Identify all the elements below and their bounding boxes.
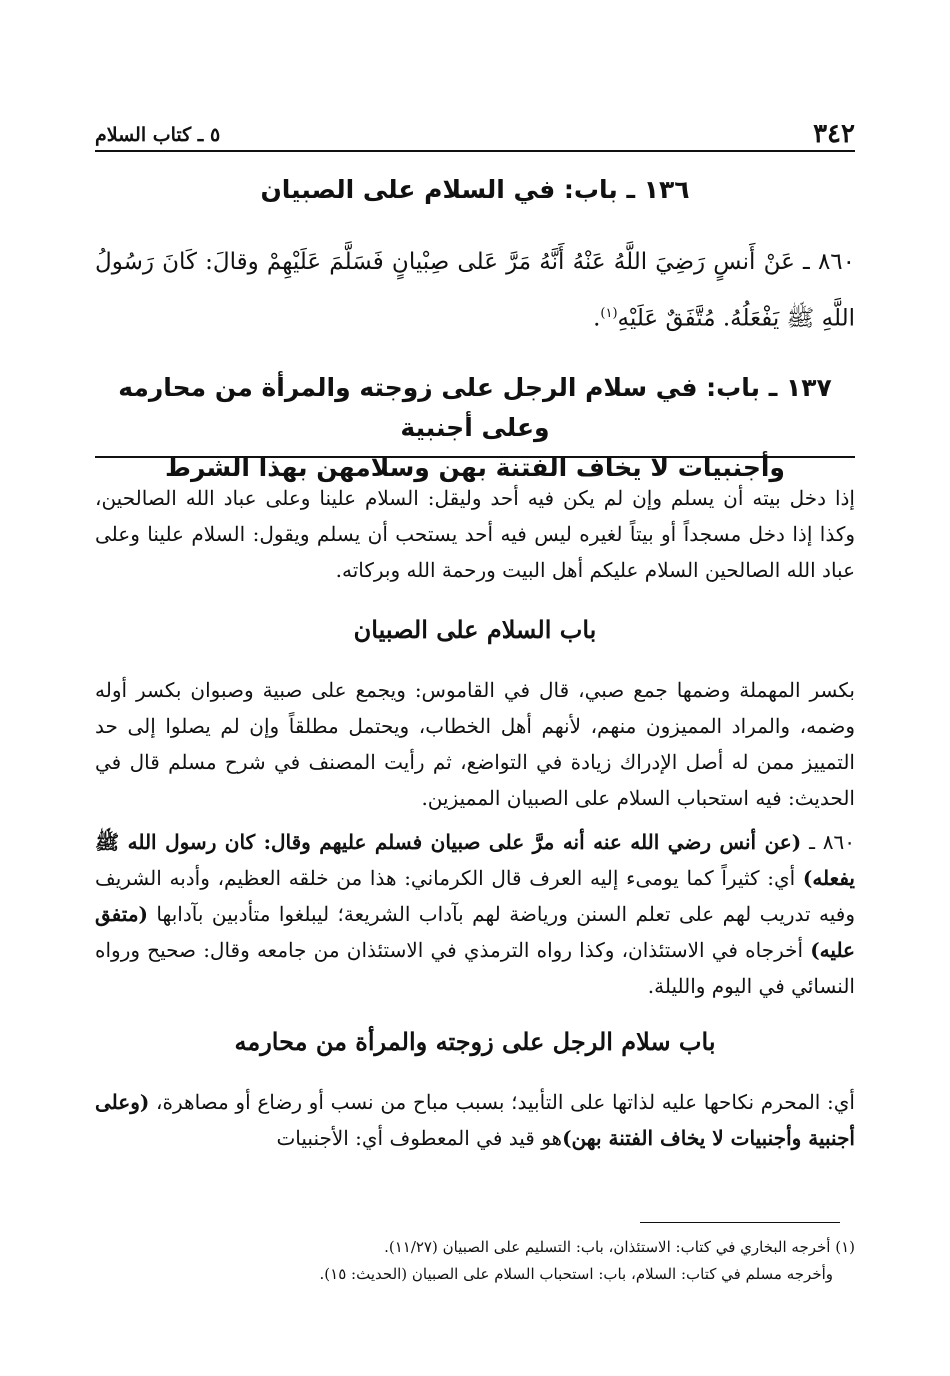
chapter-137-title-line2: وأجنبيات لا يخاف الفتنة بهن وسلامهن بهذا الشرط [165,453,785,482]
commentary [95,480,855,1156]
quote-foreign-women: (وعلى أجنبية وأجنبيات لا يخاف الفتنة بهن) [95,1090,855,1150]
commentary-intro: إذا دخل بيته أن يسلم وإن لم يكن فيه أحد وليقل: السلام علينا وعلى عباد الله الصالحين، وكذا إذا دخل مسجداً أو بيتاً لغيره ليس فيه أحد يستحب أن يسلم ويقول: السلام علينا وعلى عباد الله الصالحين السلام عليكم أهل البيت ورحمة الله وبركاته. [95,486,855,582]
chapter-137-heading [95,368,855,488]
page-header [95,112,855,152]
footnotes [95,1234,855,1288]
running-title: ٥ ـ كتاب السلام [95,124,221,146]
para-hadith-sources: أخرجاه في الاستئذان، وكذا رواه الترمذي في الاستئذان من جامعه وقال: صحيح ورواه النسائي في اليوم والليلة. [95,938,855,998]
chapter-136-heading [95,170,855,210]
muttafaq-alayh: (متفق عليه) [95,902,855,962]
commentary-para-boys: بكسر المهملة وضمها جمع صبي، قال في القاموس: ويجمع على صبية وصبوان بكسر أوله وضمه، والمراد المميزون منهم، لأنهم أهل الخطاب، ويحتمل مطلقاً وإن لم يصلوا إلى حد التمييز ممن له أصل الإدراك زيادة في التواضع، ثم رأيت المصنف في شرح مسلم قال في الحديث: فيه استحباب السلام على الصبيان المميزين. [95,678,855,810]
para-hadith-explanation: أي: كثيراً كما يومىء إليه العرف قال الكرماني: هذا من خلقه العظيم، وأدبه الشريف وفيه تدريب لهم على تعلم السنن ورياضة لهم بآداب الشريعة؛ ليبلغوا متأدبين بآدابها [95,866,855,926]
para-wife-text: أي: المحرم نكاحها عليه لذاتها على التأبيد؛ بسبب مباح من نسب أو رضاع أو مصاهرة، [149,1090,855,1114]
chapter-136-title: ١٣٦ ـ باب: في السلام على الصبيان [260,175,690,204]
main-divider [95,456,855,458]
hadith-860 [95,236,855,345]
chapter-137-title-line1: ١٣٧ ـ باب: في سلام الرجل على زوجته والمرأة من محارمه وعلى أجنبية [118,373,832,442]
footnote-rule [640,1222,840,1223]
footnote-1-line2: وأخرجه مسلم في كتاب: السلام، باب: استحباب السلام على الصبيان (الحديث: ١٥). [319,1265,833,1283]
hadith-860-end: . [593,305,601,332]
commentary-heading-wife: باب سلام الرجل على زوجته والمرأة من محارمه [234,1027,716,1056]
hadith-860-text [95,236,855,345]
para-wife-continuation: هو قيد في المعطوف أي: الأجنبيات [276,1126,563,1150]
commentary-para-hadith-860 [95,824,855,1004]
page-number: ٣٤٢ [813,119,855,149]
commentary-para-wife [95,1084,855,1156]
hadith-860-body: ٨٦٠ ـ عَنْ أَنسٍ رَضِيَ اللَّهُ عَنْهُ أَنَّهُ مَرَّ عَلى صِبْيانٍ فَسَلَّمَ عَلَيْهِمْ وقالَ: كَانَ رَسُولُ اللَّهِ ﷺ يَفْعَلُهُ. مُتَّفَقٌ عَلَيْهِ [95,249,855,332]
footnote-1-line1: (١) أخرجه البخاري في كتاب: الاستئذان، باب: التسليم على الصبيان (١١/٢٧). [384,1238,855,1256]
footnote-ref: (١) [600,306,618,321]
commentary-heading-boys: باب السلام على الصبيان [353,615,597,644]
para-hadith-number: ٨٦٠ ـ [809,830,856,854]
hadith-quote: (عن أنس رضي الله عنه أنه مرَّ على صبيان فسلم عليهم وقال: كان رسول الله ﷺ يفعله) [95,830,855,890]
